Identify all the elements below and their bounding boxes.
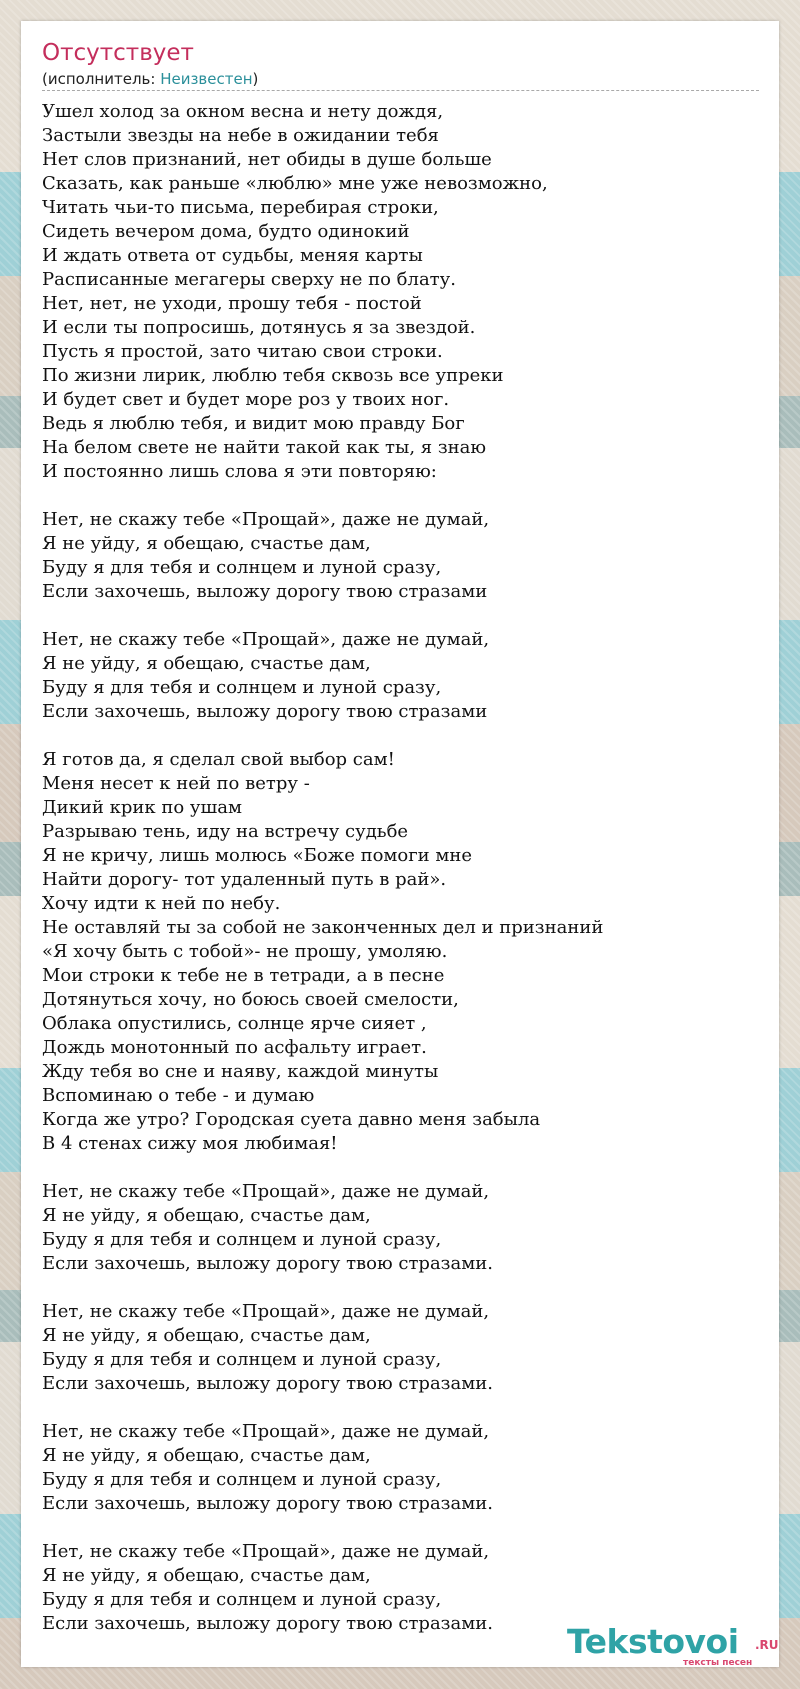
lyrics-stanza [42,100,762,484]
lyric-line: Нет, не скажу тебе «Прощай», даже не думай, [42,629,490,650]
logo-tld: .RU [755,1638,779,1652]
lyric-line: Я готов да, я сделал свой выбор сам! [42,749,395,770]
lyric-line: Дотянуться хочу, но боюсь своей смелости, [42,989,459,1010]
logo-wordmark: Tekstovoi [567,1622,739,1661]
site-logo[interactable] [567,1622,779,1667]
lyric-line: Сказать, как раньше «люблю» мне уже невозможно, [42,173,548,194]
lyric-line: Если захочешь, выложу дорогу твою стразами [42,581,488,602]
lyric-line: Разрываю тень, иду на встречу судьбе [42,821,409,842]
lyric-line: Буду я для тебя и солнцем и луной сразу, [42,1229,442,1250]
lyric-line: Расписанные мегагеры сверху не по блату. [42,269,456,290]
lyric-line: Я не кричу, лишь молюсь «Боже помоги мне [42,845,473,866]
lyric-line: На белом свете не найти такой как ты, я знаю [42,437,487,458]
lyric-line: Нет, не скажу тебе «Прощай», даже не думай, [42,509,490,530]
lyric-line: Если захочешь, выложу дорогу твою стразами. [42,1493,493,1514]
lyric-line: Если захочешь, выложу дорогу твою стразами [42,701,488,722]
lyrics-body [42,100,762,1660]
lyric-line: Буду я для тебя и солнцем и луной сразу, [42,1469,442,1490]
lyric-line: Нет, нет, не уходи, прошу тебя - постой [42,293,422,314]
header-divider [42,90,759,91]
lyric-line: Мои строки к тебе не в тетради, а в песне [42,965,445,986]
lyric-line: Я не уйду, я обещаю, счастье дам, [42,533,371,554]
lyric-line: Буду я для тебя и солнцем и луной сразу, [42,557,442,578]
performer-line [42,70,258,88]
lyrics-stanza [42,1420,762,1516]
lyric-line: Нет слов признаний, нет обиды в душе больше [42,149,492,170]
lyric-line: И постоянно лишь слова я эти повторяю: [42,461,437,482]
lyric-line: Пусть я простой, зато читаю свои строки. [42,341,443,362]
lyric-line: Ушел холод за окном весна и нету дождя, [42,101,444,122]
lyric-line: Нет, не скажу тебе «Прощай», даже не думай, [42,1541,490,1562]
lyric-line: Буду я для тебя и солнцем и луной сразу, [42,1349,442,1370]
lyric-line: «Я хочу быть с тобой»- не прошу, умоляю. [42,941,448,962]
lyric-line: Вспоминаю о тебе - и думаю [42,1085,315,1106]
lyric-line: Застыли звезды на небе в ожидании тебя [42,125,439,146]
lyrics-stanza [42,748,762,1156]
artist-link[interactable]: Неизвестен [160,70,253,88]
lyric-line: Буду я для тебя и солнцем и луной сразу, [42,1589,442,1610]
lyric-line: В 4 стенах сижу моя любимая! [42,1133,338,1154]
lyric-line: Сидеть вечером дома, будто одинокий [42,221,410,242]
lyric-line: Я не уйду, я обещаю, счастье дам, [42,653,371,674]
lyric-line: Облака опустились, солнце ярче сияет , [42,1013,427,1034]
lyric-line: Я не уйду, я обещаю, счастье дам, [42,1205,371,1226]
logo-tagline: тексты песен [683,1658,753,1667]
lyric-line: Дикий крик по ушам [42,797,242,818]
lyric-line: Нет, не скажу тебе «Прощай», даже не думай, [42,1181,490,1202]
song-title: Отсутствует [42,40,194,66]
lyric-line: По жизни лирик, люблю тебя сквозь все упреки [42,365,504,386]
lyrics-stanza [42,1300,762,1396]
lyric-line: Найти дорогу- тот удаленный путь в рай». [42,869,447,890]
lyric-line: И ждать ответа от судьбы, меняя карты [42,245,423,266]
lyric-line: И если ты попросишь, дотянусь я за звездой. [42,317,476,338]
lyric-line: Я не уйду, я обещаю, счастье дам, [42,1445,371,1466]
lyric-line: Читать чьи-то письма, перебирая строки, [42,197,439,218]
lyrics-card [21,21,779,1667]
lyric-line: Буду я для тебя и солнцем и луной сразу, [42,677,442,698]
performer-prefix: (исполнитель: [42,70,161,88]
lyric-line: Не оставляй ты за собой не законченных дел и признаний [42,917,604,938]
lyric-line: Хочу идти к ней по небу. [42,893,281,914]
lyric-line: Если захочешь, выложу дорогу твою стразами. [42,1613,493,1634]
lyric-line: Жду тебя во сне и наяву, каждой минуты [42,1061,439,1082]
lyrics-stanza [42,628,762,724]
performer-suffix: ) [252,70,259,88]
lyric-line: Нет, не скажу тебе «Прощай», даже не думай, [42,1301,490,1322]
lyric-line: Нет, не скажу тебе «Прощай», даже не думай, [42,1421,490,1442]
lyric-line: Меня несет к ней по ветру - [42,773,310,794]
lyric-line: Я не уйду, я обещаю, счастье дам, [42,1565,371,1586]
lyric-line: Если захочешь, выложу дорогу твою стразами. [42,1253,493,1274]
lyrics-stanza [42,1180,762,1276]
lyric-line: Когда же утро? Городская суета давно меня забыла [42,1109,541,1130]
lyrics-stanza [42,508,762,604]
lyric-line: Ведь я люблю тебя, и видит мою правду Бог [42,413,465,434]
lyric-line: Если захочешь, выложу дорогу твою стразами. [42,1373,493,1394]
lyric-line: Дождь монотонный по асфальту играет. [42,1037,427,1058]
lyric-line: Я не уйду, я обещаю, счастье дам, [42,1325,371,1346]
lyric-line: И будет свет и будет море роз у твоих ног. [42,389,450,410]
